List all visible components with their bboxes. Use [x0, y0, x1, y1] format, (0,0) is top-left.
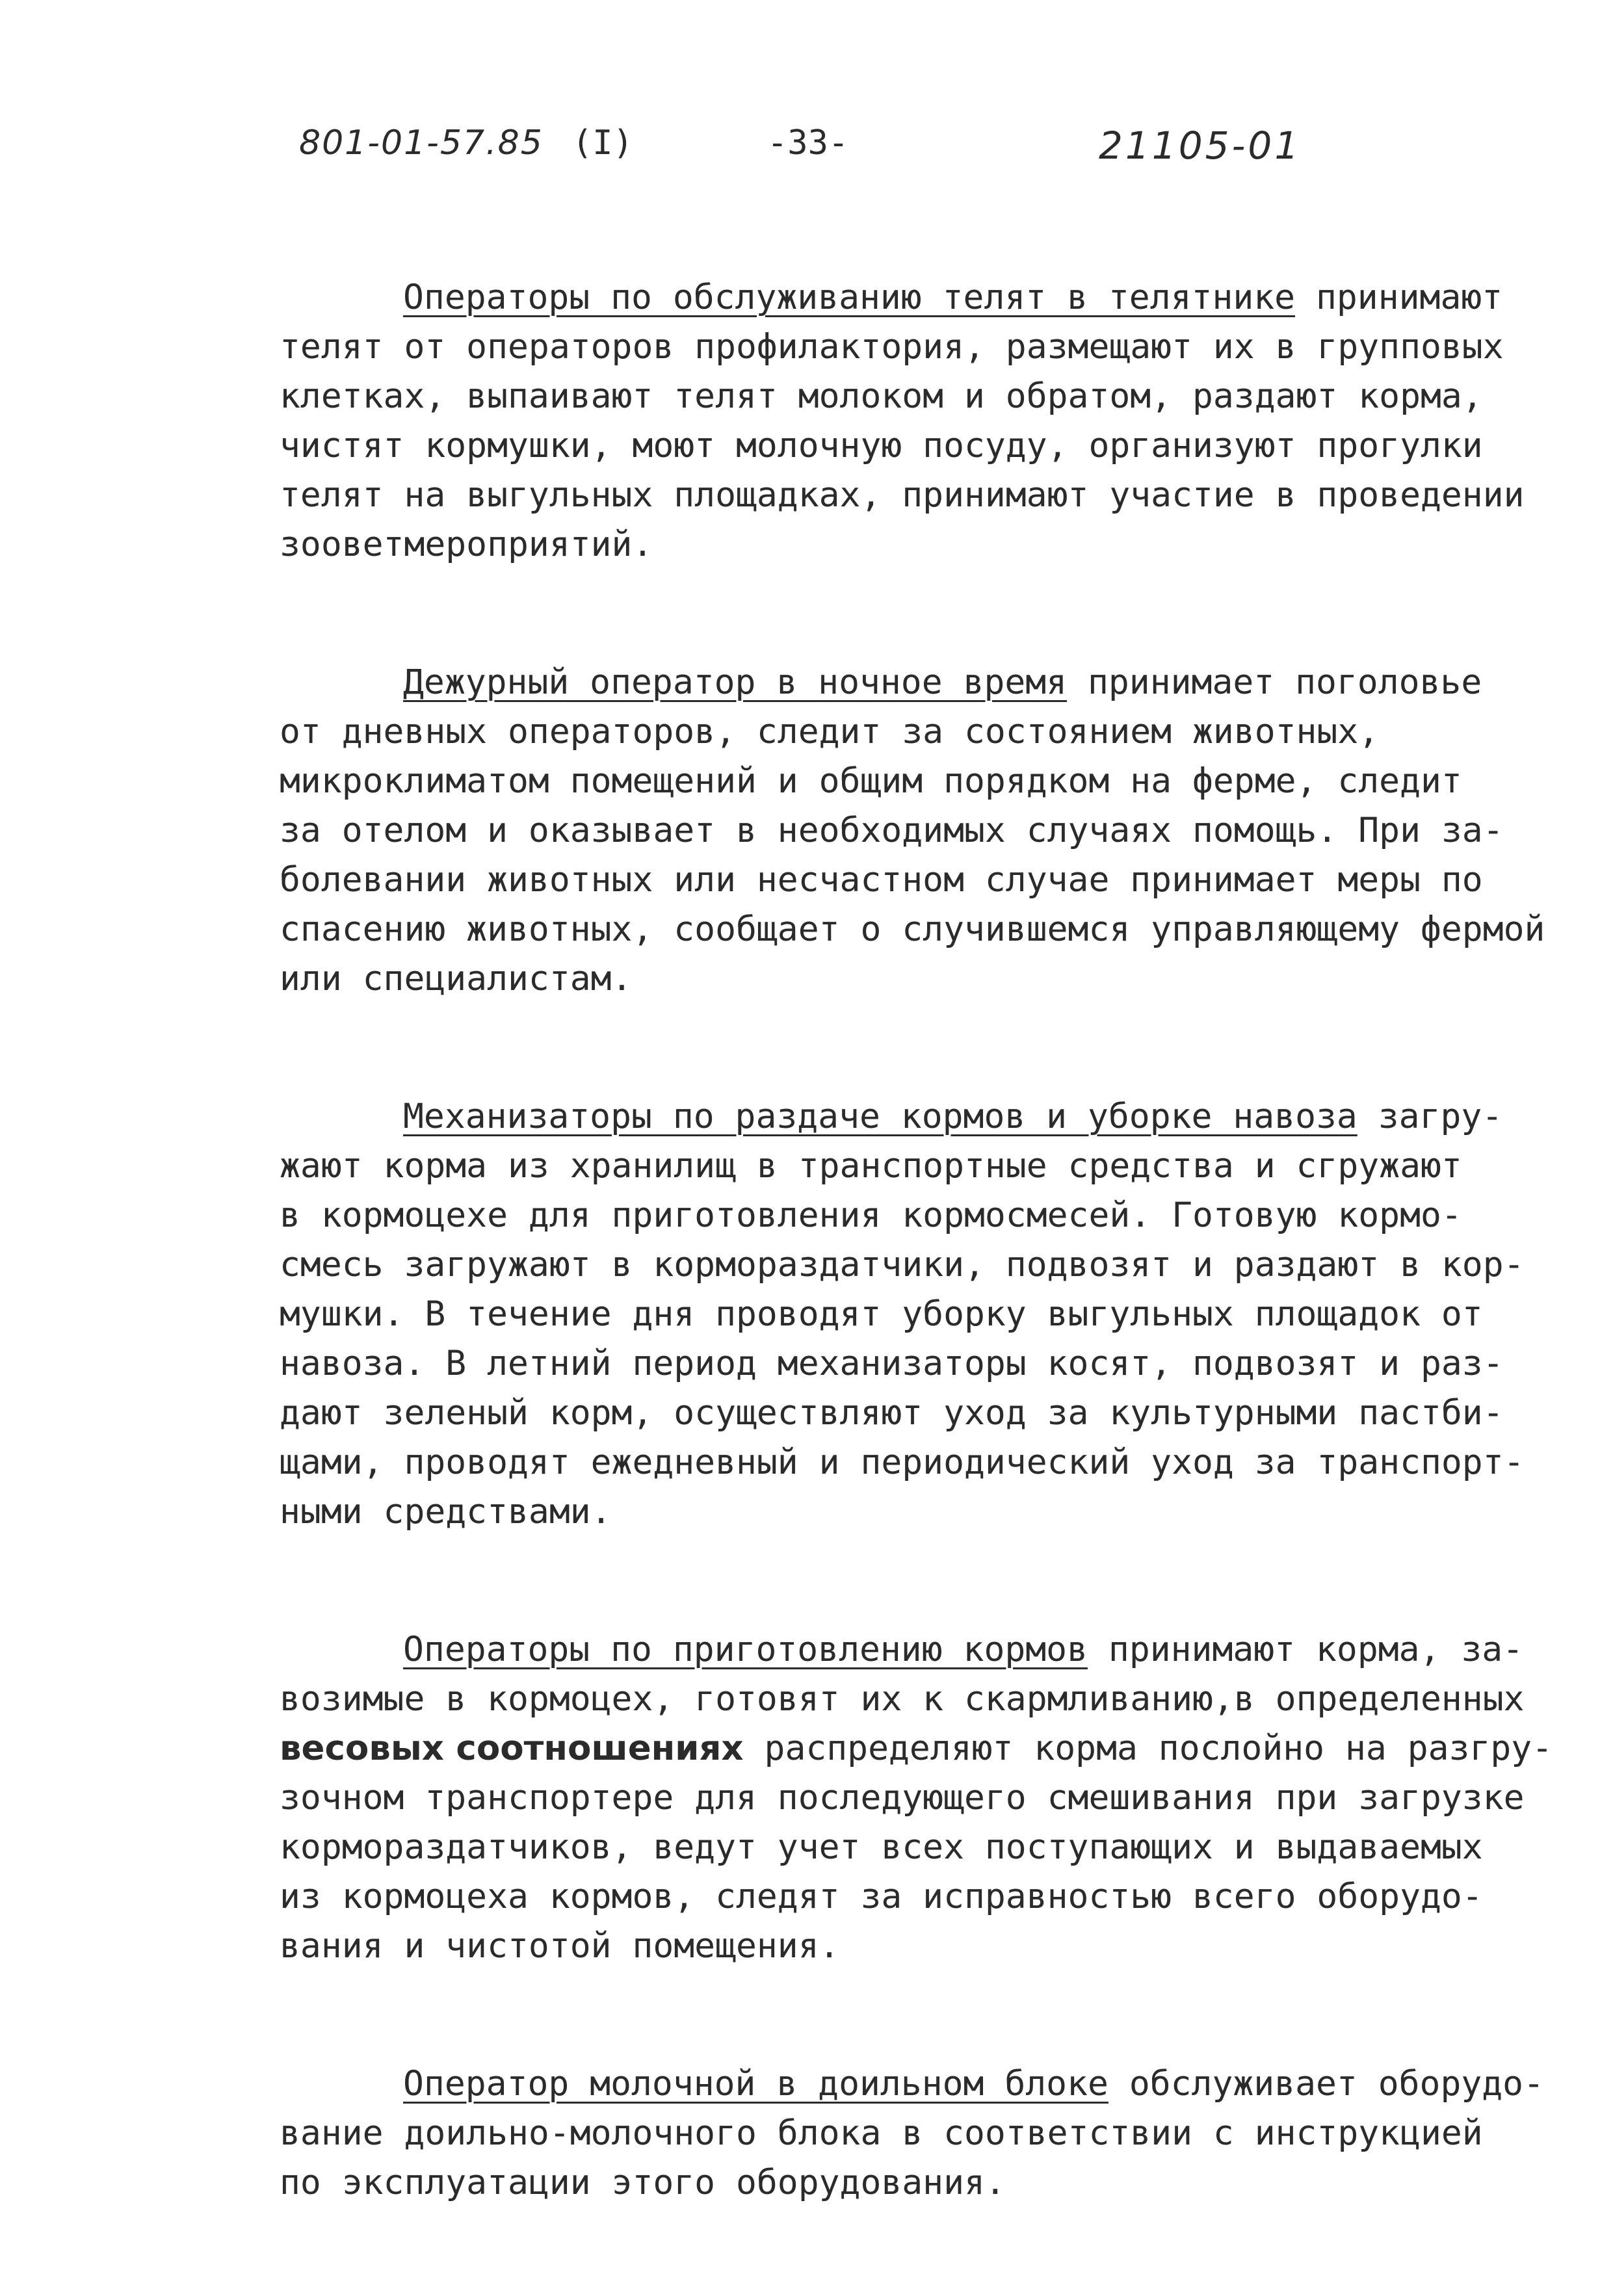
paragraph-line: от дневных операторов, следит за состоянием животных, — [280, 712, 1380, 751]
paragraph-line: смесь загружают в кормораздатчики, подвозят и раздают в кор- — [280, 1245, 1525, 1285]
paragraph-line: болевании животных или несчастном случае принимает меры по — [280, 860, 1483, 900]
paragraph-lead: Оператор молочной в доильном блоке — [403, 2064, 1108, 2104]
paragraph-machine-operators — [280, 1092, 1534, 1537]
paragraph-line: или специалистам. — [280, 959, 633, 998]
document-number: 21105-01 — [1099, 124, 1302, 168]
paragraph-line: вание доильно-молочного блока в соответствии с инструкцией — [280, 2113, 1483, 2153]
paragraph-lead: Операторы по приготовлению кормов — [403, 1630, 1088, 1669]
part-number: (I) — [572, 124, 633, 163]
paragraph-line: клетках, выпаивают телят молоком и обратом, раздают корма, — [280, 376, 1483, 416]
paragraph-line: Операторы по обслуживанию телят в телятнике принимают — [403, 278, 1503, 317]
paragraph-line: телят на выгульных площадках, принимают участие в проведении — [280, 475, 1525, 515]
paragraph-line: Дежурный оператор в ночное время принимает поголовье — [403, 662, 1482, 702]
paragraph-line: зочном транспортере для последующего смешивания при загрузке — [280, 1778, 1525, 1818]
paragraph-line: весовых соотношениях распределяют корма послойно на разгру- — [280, 1729, 1553, 1768]
paragraph-line: телят от операторов профилактория, размещают их в групповых — [280, 327, 1504, 367]
paragraph-line: по эксплуатации этого оборудования. — [280, 2163, 1006, 2202]
paragraph-line: навоза. В летний период механизаторы косят, подвозят и раз- — [280, 1344, 1504, 1383]
paragraph-line: возимые в кормоцех, готовят их к скармливанию,в определенных — [280, 1679, 1525, 1719]
paragraph-line: спасению животных, сообщает о случившемся управляющему фермой — [280, 909, 1545, 949]
paragraph-line: микроклиматом помещений и общим порядком на ферме, следит — [280, 761, 1462, 801]
paragraph-feed-operators — [280, 1625, 1553, 1971]
paragraph-line: вания и чистотой помещения. — [280, 1926, 840, 1966]
paragraph-line: Операторы по приготовлению кормов принимают корма, за- — [403, 1630, 1524, 1669]
body-text — [280, 273, 1553, 2296]
page-number: -33- — [767, 124, 849, 163]
paragraph-line: из кормоцеха кормов, следят за исправностью всего оборудо- — [280, 1877, 1483, 1916]
paragraph-line: щами, проводят ежедневный и периодический уход за транспорт- — [280, 1442, 1525, 1482]
project-code: 801-01-57.85 — [299, 124, 544, 163]
paragraph-line: зооветмероприятий. — [280, 525, 653, 564]
paragraph-line: Механизаторы по раздаче кормов и уборке навоза загру- — [403, 1097, 1503, 1136]
paragraph-line: кормораздатчиков, ведут учет всех поступающих и выдаваемых — [280, 1827, 1483, 1867]
paragraph-line: Оператор молочной в доильном блоке обслуживает оборудо- — [403, 2064, 1544, 2104]
paragraph-milk-operator — [280, 2059, 1544, 2208]
paragraph-night-operator — [280, 658, 1545, 1004]
page-header — [0, 117, 1613, 176]
paragraph-lead: Операторы по обслуживанию телят в телятнике — [403, 278, 1296, 317]
paragraph-lead: Механизаторы по раздаче кормов и уборке навоза — [403, 1097, 1357, 1136]
paragraph-line: чистят кормушки, моют молочную посуду, организуют прогулки — [280, 426, 1483, 465]
paragraph-lead: Дежурный оператор в ночное время — [403, 662, 1068, 702]
paragraph-line: за отелом и оказывает в необходимых случаях помощь. При за- — [280, 811, 1504, 850]
paragraph-line: жают корма из хранилищ в транспортные средства и сгружают — [280, 1146, 1462, 1186]
paragraph-line: мушки. В течение дня проводят уборку выгульных площадок от — [280, 1294, 1483, 1334]
paragraph-line: ными средствами. — [280, 1492, 612, 1532]
paragraph-calf-operators — [280, 273, 1534, 569]
paragraph-line: дают зеленый корм, осуществляют уход за культурными пастби- — [280, 1393, 1504, 1433]
paragraph-line: в кормоцехе для приготовления кормосмесей. Готовую кормо- — [280, 1195, 1462, 1235]
